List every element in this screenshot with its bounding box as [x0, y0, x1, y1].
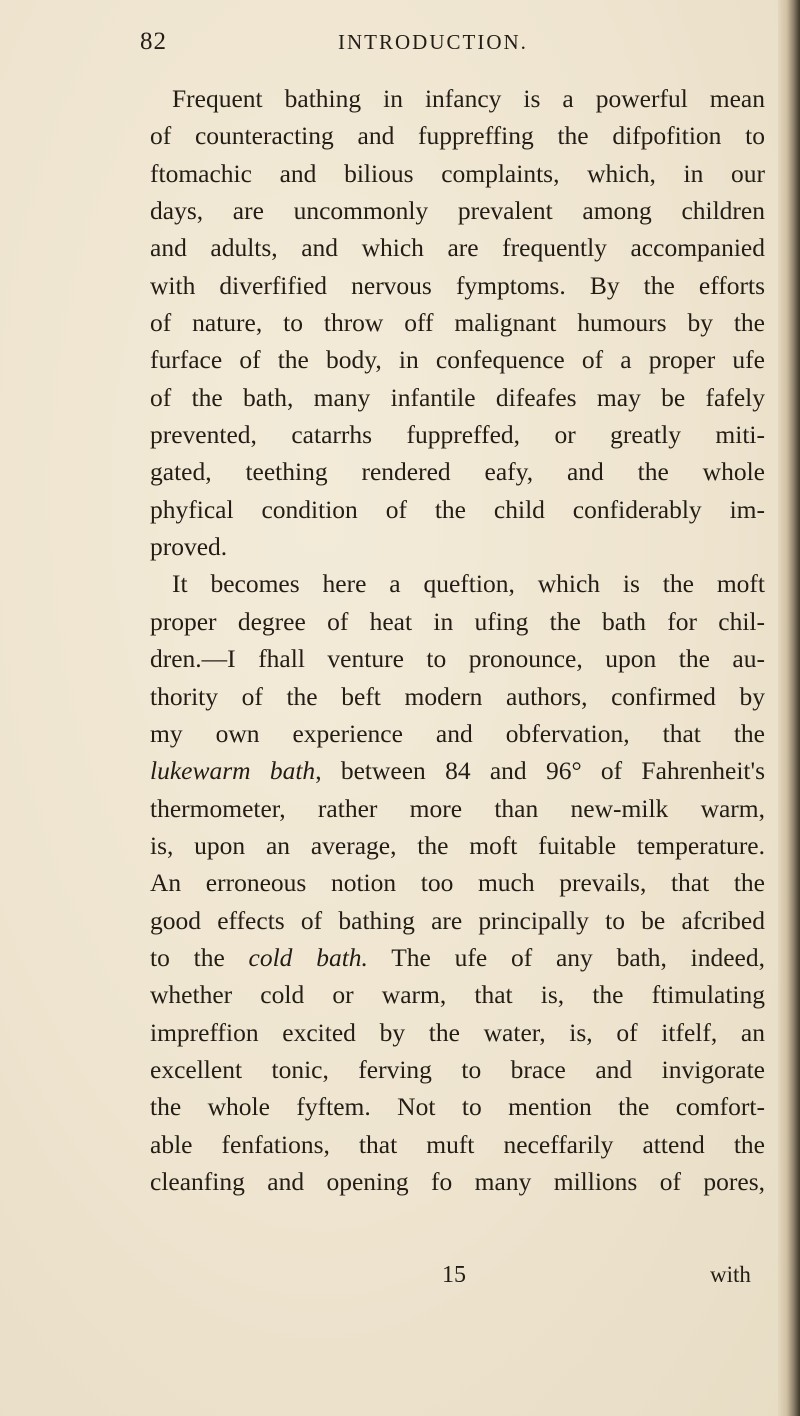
text-segment: phyfical condition of the child confiderably im- [150, 494, 765, 524]
text-segment: the whole fyftem. Not to mention the comfort- [150, 1092, 765, 1122]
text-segment: cleanfing and opening fo many millions of pores, [150, 1166, 765, 1196]
text-line [150, 678, 765, 715]
text-line [150, 80, 765, 117]
text-segment: able fenfations, that muft neceffarily attend the [150, 1129, 765, 1159]
text-segment: of counteracting and fuppreffing the difpofition to [150, 121, 765, 151]
text-segment: excellent tonic, ferving to brace and invigorate [150, 1054, 765, 1084]
text-line [150, 976, 765, 1013]
text-segment: my own experience and obfervation, that the [150, 718, 765, 748]
page-number: 82 [140, 28, 167, 55]
italic-text-segment: cold bath. [248, 942, 368, 972]
text-line [150, 939, 765, 976]
text-line [150, 155, 765, 192]
text-segment: thority of the beft modern authors, confirmed by [150, 681, 765, 711]
page-header [0, 28, 800, 68]
text-line [150, 715, 765, 752]
text-line [150, 1014, 765, 1051]
text-segment: of the bath, many infantile difeafes may be fafely [150, 382, 765, 412]
text-line [150, 341, 765, 378]
text-line [150, 117, 765, 154]
text-line [150, 864, 765, 901]
text-segment: thermometer, rather more than new-milk warm, [150, 793, 765, 823]
text-line [150, 640, 765, 677]
text-line [150, 1163, 765, 1200]
text-segment: proper degree of heat in ufing the bath for chil- [150, 606, 765, 636]
text-line [150, 528, 765, 565]
text-segment: with diverfified nervous fymptoms. By the efforts [150, 270, 765, 300]
text-line [150, 192, 765, 229]
text-segment: ftomachic and bilious complaints, which, in our [150, 158, 765, 188]
text-segment: , between 84 and 96° of Fahrenheit's [315, 756, 766, 786]
text-segment: days, are uncommonly prevalent among children [150, 196, 765, 226]
text-line [150, 304, 765, 341]
signature-mark: 15 [442, 1262, 466, 1288]
text-line [150, 453, 765, 490]
text-segment: and adults, and which are frequently accompanied [150, 233, 765, 263]
text-line [150, 790, 765, 827]
body-text [150, 80, 765, 1200]
text-line [150, 379, 765, 416]
text-segment: The ufe of any bath, indeed, [367, 942, 765, 972]
text-line [150, 902, 765, 939]
text-line [150, 416, 765, 453]
text-line [150, 1051, 765, 1088]
text-line [150, 267, 765, 304]
text-line [150, 603, 765, 640]
text-segment: It becomes here a queftion, which is the moft [172, 569, 765, 599]
text-segment: of nature, to throw off malignant humours by the [150, 308, 765, 338]
text-line [150, 1126, 765, 1163]
text-segment: furface of the body, in confequence of a proper ufe [150, 345, 765, 375]
text-line [150, 752, 765, 789]
text-segment: Frequent bathing in infancy is a powerful mean [172, 84, 765, 113]
text-segment: impreffion excited by the water, is, of itfelf, an [150, 1017, 765, 1047]
text-segment: is, upon an average, the moft fuitable temperature. [150, 830, 765, 860]
text-segment: dren.—I fhall venture to pronounce, upon the au- [150, 644, 765, 674]
text-segment: An erroneous notion too much prevails, that the [150, 868, 765, 898]
page-gutter-edge [778, 0, 800, 1416]
text-segment: prevented, catarrhs fuppreffed, or greatly miti- [150, 420, 765, 450]
running-head: INTRODUCTION. [338, 30, 528, 54]
page-footer [0, 1262, 800, 1302]
italic-text-segment: lukewarm bath [150, 756, 316, 786]
text-line [150, 491, 765, 528]
text-segment: to the [150, 942, 249, 972]
catchword: with [710, 1262, 751, 1287]
text-line [150, 565, 765, 602]
text-line [150, 827, 765, 864]
text-segment: gated, teething rendered eafy, and the whole [150, 457, 765, 487]
text-segment: whether cold or warm, that is, the ftimulating [150, 980, 765, 1010]
text-segment: proved. [150, 532, 228, 562]
text-line [150, 229, 765, 266]
text-segment: good effects of bathing are principally to be afcribed [150, 905, 765, 935]
text-line [150, 1088, 765, 1125]
